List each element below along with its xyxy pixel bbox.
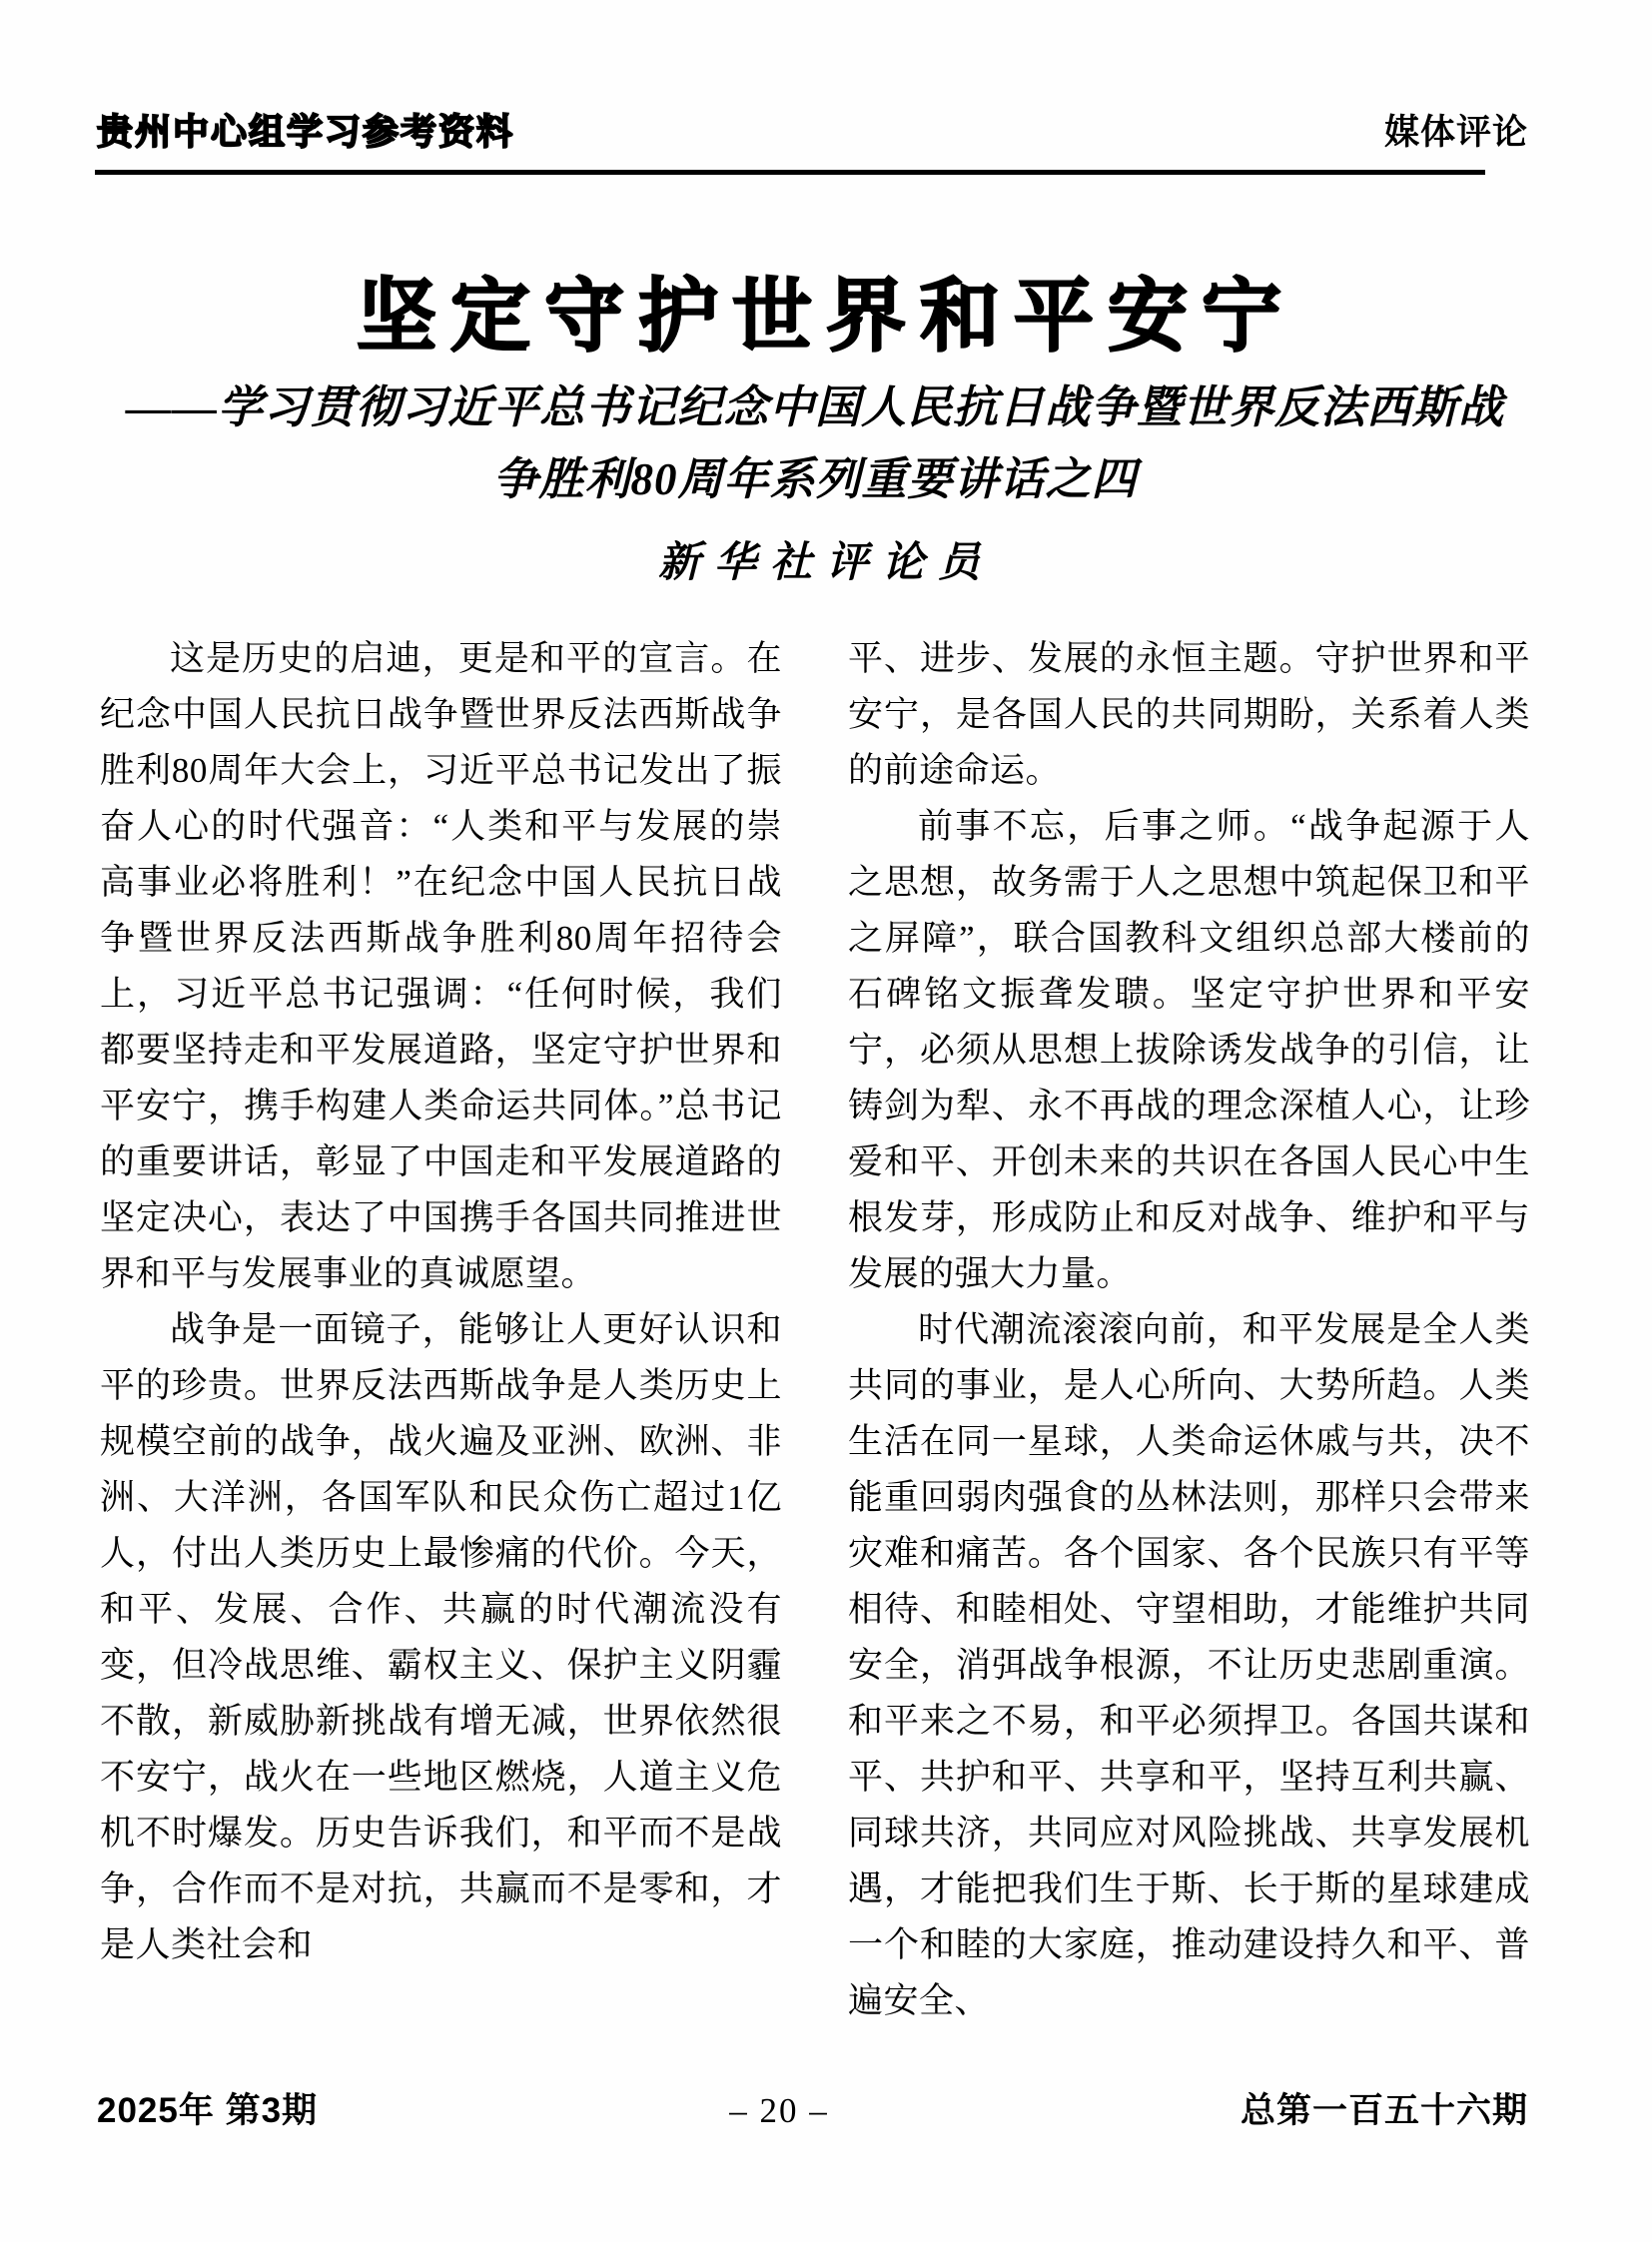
footer-total-issue-label: 总第一百五十六期 (1239, 2091, 1528, 2130)
paragraph: 这是历史的启迪，更是和平的宣言。在纪念中国人民抗日战争暨世界反法西斯战争胜利80周年大会上，习近平总书记发出了振奋人心的时代强音：“人类和平与发展的崇高事业必将胜利！”在纪念中国人民抗日战争暨世界反法西斯战争胜利80周年招待会上，习近平总书记强调：“任何时候，我们都要坚持走和平发展道路，坚定守护世界和平安宁，携手构建人类命运共同体。”总书记的重要讲话，彰显了中国走和平发展道路的坚定决心，表达了中国携手各国共同推进世界和平与发展事业的真诚愿望。 (100, 639, 782, 1293)
footer-page-number: – 20 – (729, 2091, 829, 2130)
body-column-right (848, 631, 1530, 2029)
paragraph: 平、进步、发展的永恒主题。守护世界和平安宁，是各国人民的共同期盼，关系着人类的前途命运。 (848, 639, 1530, 790)
footer-issue-label: 2025年 第3期 (97, 2091, 319, 2130)
paragraph: 时代潮流滚滚向前，和平发展是全人类共同的事业，是人心所向、大势所趋。人类生活在同一星球，人类命运休戚与共，决不能重回弱肉强食的丛林法则，那样只会带来灾难和痛苦。各个国家、各个民族只有平等相待、和睦相处、守望相助，才能维护共同安全，消弭战争根源，不让历史悲剧重演。和平来之不易，和平必须捍卫。各国共谋和平、共护和平、共享和平，坚持互利共赢、同球共济，共同应对风险挑战、共享发展机遇，才能把我们生于斯、长于斯的星球建成一个和睦的大家庭，推动建设持久和平、普遍安全、 (848, 1310, 1530, 2020)
paragraph: 前事不忘，后事之师。“战争起源于人之思想，故务需于人之思想中筑起保卫和平之屏障”，联合国教科文组织总部大楼前的石碑铭文振聋发聩。坚定守护世界和平安宁，必须从思想上拔除诱发战争的引信，让铸剑为犁、永不再战的理念深植人心，让珍爱和平、开创未来的共识在各国人民心中生根发芽，形成防止和反对战争、维护和平与发展的强大力量。 (848, 807, 1530, 1293)
article-subtitle (100, 372, 1530, 515)
subtitle-line-2: 争胜利80周年系列重要讲话之四 (492, 454, 1138, 504)
section-label: 媒体评论 (1383, 113, 1528, 152)
article-author: 新华社评论员 (657, 540, 994, 586)
article-body (100, 631, 1530, 2029)
page-footer (97, 2083, 1528, 2133)
page-header (97, 104, 1528, 155)
masthead-title: 贵州中心组学习参考资料 (97, 111, 515, 152)
header-divider (95, 170, 1485, 175)
article-title: 坚定守护世界和平安宁 (357, 272, 1295, 361)
body-column-left (100, 631, 782, 2029)
subtitle-line-1: ——学习贯彻习近平总书记纪念中国人民抗日战争暨世界反法西斯战 (125, 382, 1504, 432)
paragraph: 战争是一面镜子，能够让人更好认识和平的珍贵。世界反法西斯战争是人类历史上规模空前的战争，战火遍及亚洲、欧洲、非洲、大洋洲，各国军队和民众伤亡超过1亿人，付出人类历史上最惨痛的代价。今天，和平、发展、合作、共赢的时代潮流没有变，但冷战思维、霸权主义、保护主义阴霾不散，新威胁新挑战有增无减，世界依然很不安宁，战火在一些地区燃烧，人道主义危机不时爆发。历史告诉我们，和平而不是战争，合作而不是对抗，共赢而不是零和，才是人类社会和 (100, 1310, 782, 1964)
